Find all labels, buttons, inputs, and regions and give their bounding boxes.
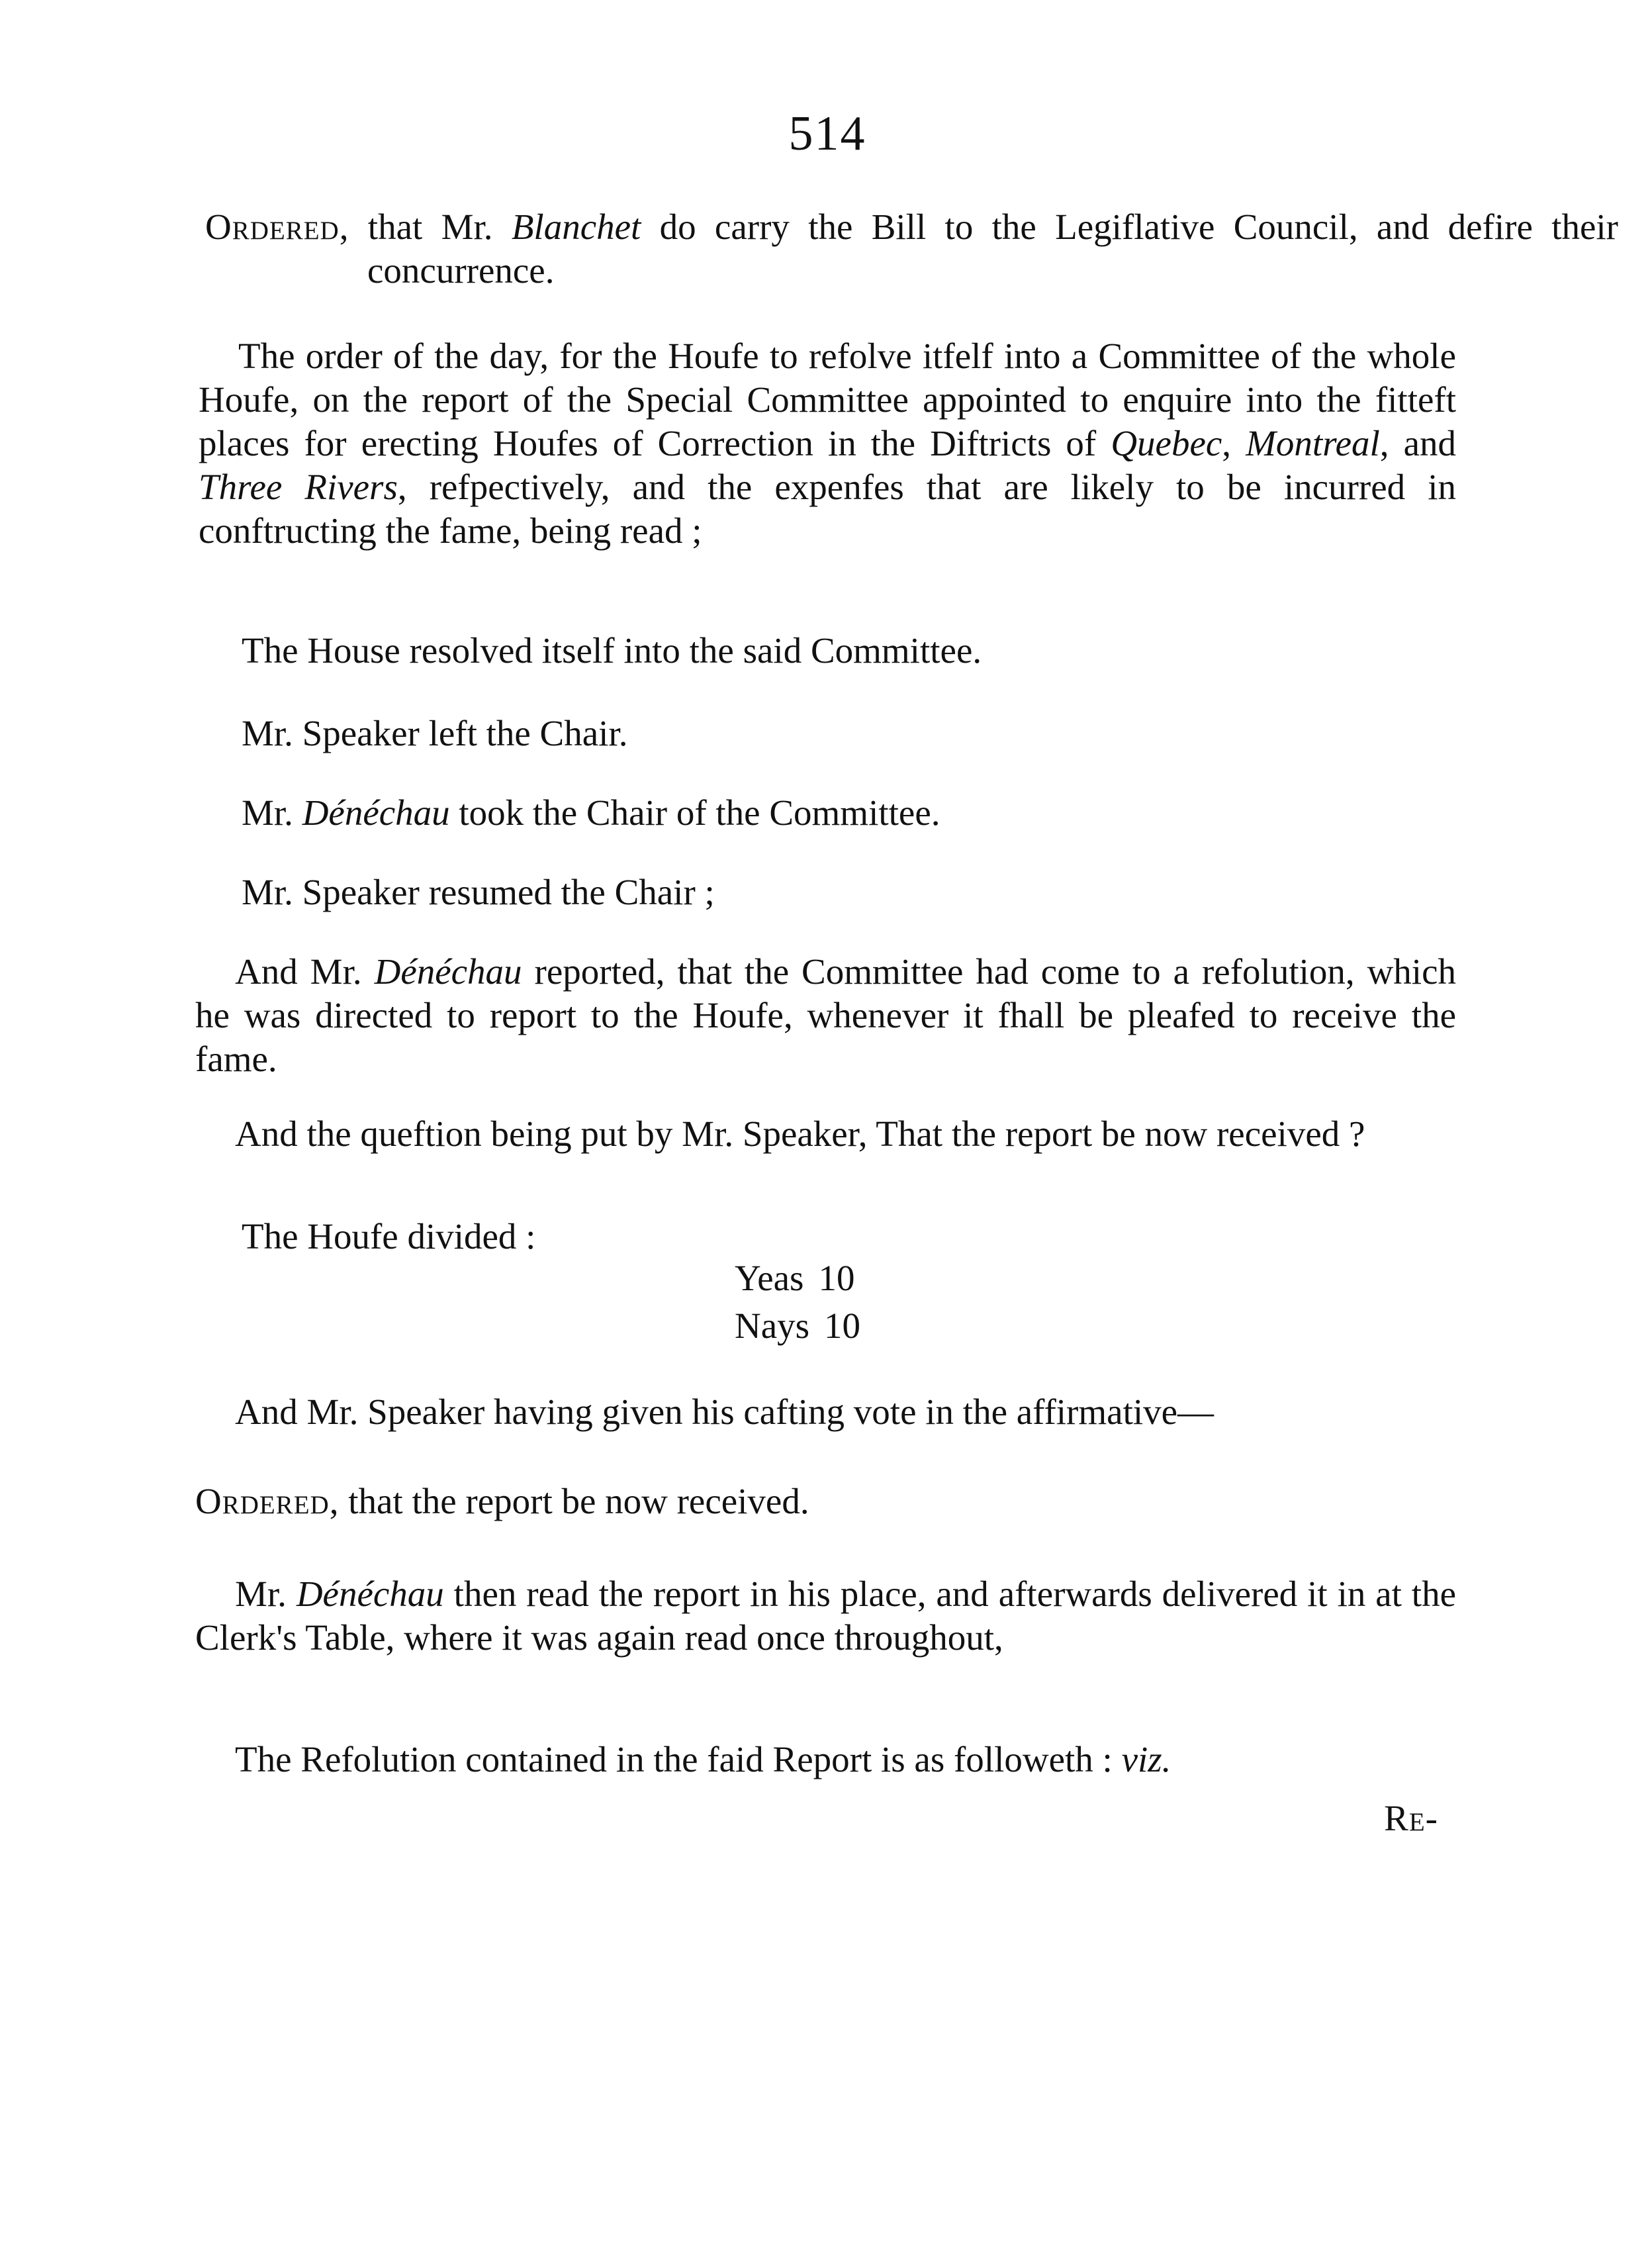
ordered-lead: Ordered, [205, 207, 349, 247]
paragraph-denechau-took-chair [242, 791, 1456, 835]
p12-t2: then read the report in his place, and afterwards delivered it in at the Clerk's Table, where it was again read once throughout, [195, 1574, 1457, 1658]
nays-label: Nays [735, 1305, 810, 1346]
paragraph-casting-vote: And Mr. Speaker having given his cafting vote in the affirmative— [235, 1392, 1215, 1432]
paragraph-speaker-resumed: Mr. Speaker resumed the Chair ; [242, 872, 715, 912]
nays-count: 10 [824, 1305, 861, 1346]
p1-text1: that Mr. [349, 207, 512, 247]
paragraph-house-resolved: The House resolved itself into the said Committee. [242, 630, 982, 671]
p2-t3: , and [1379, 423, 1456, 463]
yeas-row [735, 1254, 860, 1302]
name-denechau: Dénéchau [302, 792, 450, 833]
viz: viz. [1121, 1739, 1171, 1779]
yeas-count: 10 [818, 1258, 855, 1298]
p2-t1: The order of the day, for the Houfe to refolve itfelf into a Committee of the whole Houfe, on the report of the Special Committee appointed to enquire into the fitteft places for erecting Houfes of Correction in the Diftricts of [199, 336, 1456, 463]
p7-t1: And Mr. [235, 951, 375, 992]
paragraph-order-of-day [199, 334, 1456, 553]
place-montreal: Montreal [1246, 423, 1380, 463]
catchword: Re- [1384, 1798, 1438, 1838]
paragraph-resolution-followeth [235, 1738, 1456, 1781]
name-denechau: Dénéchau [296, 1574, 444, 1614]
paragraph-speaker-left: Mr. Speaker left the Chair. [242, 713, 628, 753]
p1-text2: do carry the Bill to the Legiflative Council, and defire their concurrence. [367, 207, 1618, 291]
vote-tally [735, 1254, 860, 1350]
p2-t4: , refpectively, and the expenfes that are likely to be incurred in conftructing the fame, being read ; [199, 467, 1456, 551]
p5-t2: took the Chair of the Committee. [449, 792, 940, 833]
p12-t1: Mr. [235, 1574, 297, 1614]
p2-t2: , [1222, 423, 1246, 463]
p7-t2: reported, that the Committee had come to a refolution, which he was directed to report to the Houfe, whenever it fhall be pleafed to receive the fame. [195, 951, 1457, 1079]
paragraph-ordered-report [195, 1480, 1456, 1523]
paragraph-denechau-reported [195, 950, 1456, 1081]
paragraph-denechau-read-report [195, 1572, 1456, 1660]
p11-text: that the report be now received. [339, 1481, 809, 1521]
yeas-label: Yeas [735, 1258, 804, 1298]
paragraph-question-put: And the queftion being put by Mr. Speaker, That the report be now received ? [235, 1113, 1365, 1154]
name-denechau: Dénéchau [374, 951, 522, 992]
paragraph-ordered-blanchet [205, 205, 1618, 293]
p13-t1: The Refolution contained in the faid Report is as followeth : [235, 1739, 1122, 1779]
place-three-rivers: Three Rivers [199, 467, 398, 507]
nays-row [735, 1302, 860, 1350]
ordered-lead: Ordered, [195, 1481, 340, 1521]
place-quebec: Quebec [1111, 423, 1222, 463]
page-number: 514 [788, 107, 866, 161]
p5-t1: Mr. [242, 792, 302, 833]
name-blanchet: Blanchet [511, 207, 641, 247]
paragraph-house-divided: The Houfe divided : [242, 1216, 536, 1256]
